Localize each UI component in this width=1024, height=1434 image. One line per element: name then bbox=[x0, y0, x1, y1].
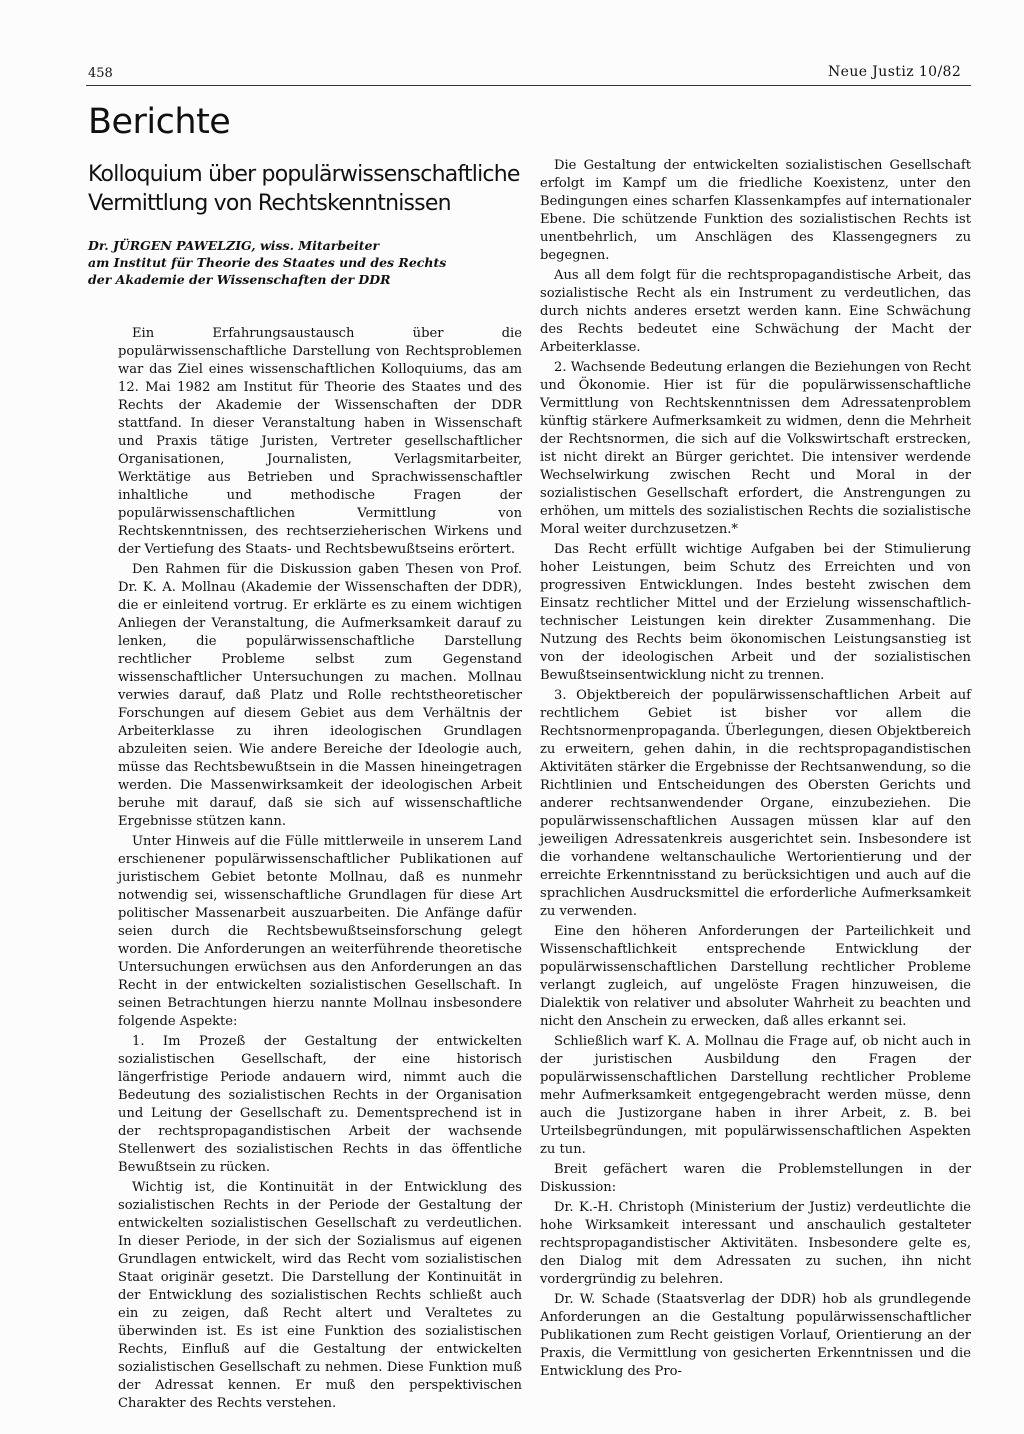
paragraph: Das Recht erfüllt wichtige Aufgaben bei der Stimulierung hoher Leistungen, beim Schutz des Erreichten und von progressiven Entwicklungen. Indes besteht zwischen dem Einsatz rechtlicher Mittel und der Erzielung wissenschaftlich-technischer Leistungen kein direkter Zusammenhang. Die Nutzung des Rechts beim ökonomischen Leistungsanstieg ist von der ideologischen Arbeit und der sozialistischen Bewußtseinsentwicklung nicht zu trennen. bbox=[540, 542, 971, 683]
author-line: der Akademie der Wissenschaften der DDR bbox=[88, 272, 391, 287]
paragraph: Den Rahmen für die Diskussion gaben Thesen von Prof. Dr. K. A. Mollnau (Akademie der Wissenschaften der DDR), die er einleitend vortrug. Er erklärte es zu einem wichtigen Anliegen der Veranstaltung, die Aufmerksamkeit darauf zu lenken, die populärwissenschaftliche Darstellung rechtlicher Probleme selbst zum Gegenstand wissenschaftlicher Untersuchungen zu machen. Mollnau verwies darauf, daß Platz und Rolle rechtstheoretischer Forschungen auf diesem Gebiet aus dem Verhältnis der Arbeiterklasse zu ihren ideologischen Grundlagen abzuleiten seien. Wie andere Bereiche der Ideologie auch, müsse das Rechtsbewußtsein in die Massen hineingetragen werden. Die Massenwirksamkeit der ideologischen Arbeit beruhe mit darauf, daß sie sich auf wissenschaftliche Ergebnisse stützen kann. bbox=[118, 562, 522, 829]
paragraph: Die Gestaltung der entwickelten sozialistischen Gesellschaft erfolgt im Kampf um die friedliche Koexistenz, unter den Bedingungen eines scharfen Klassenkampfes auf internationaler Ebene. Die schützende Funktion des sozialistischen Rechts ist unentbehrlich, um Anschlägen des Klassengegners zu begegnen. bbox=[540, 158, 971, 263]
article-title: Kolloquium über populärwissenschaftliche Vermittlung von Rechtskenntnissen bbox=[88, 162, 520, 216]
paragraph: Eine den höheren Anforderungen der Parteilichkeit und Wissenschaftlichkeit entsprechende Entwicklung der populärwissenschaftlichen Darstellung rechtlicher Probleme verlangt zugleich, auf ungelöste Fragen hinzuweisen, die Dialektik von relativer und absoluter Wahrheit zu beachten und nicht den Anschein zu erwecken, daß alles erkannt sei. bbox=[540, 924, 971, 1029]
paragraph: Dr. K.-H. Christoph (Ministerium der Justiz) verdeutlichte die hohe Wirksamkeit interessant und anschaulich gestalteter rechtspropagandistischer Aktivitäten. Insbesondere gelte es, den Dialog mit dem Adressaten zu suchen, ihn nicht vordergründig zu belehren. bbox=[540, 1200, 971, 1287]
paragraph: Ein Erfahrungsaustausch über die populärwissenschaftliche Darstellung von Rechtsproblemen war das Ziel eines wissenschaftlichen Kolloquiums, das am 12. Mai 1982 am Institut für Theorie des Staates und des Rechts der Akademie der Wissenschaften der DDR stattfand. In dieser Veranstaltung haben in Wissenschaft und Praxis tätige Juristen, Vertreter gesellschaftlicher Organisationen, Journalisten, Verlagsmitarbeiter, Werktätige aus Betrieben und Sprachwissenschaftler inhaltliche und methodische Fragen der populärwissenschaftlichen Vermittlung von Rechtskenntnissen, des rechtserzieherischen Wirkens und der Vertiefung des Staats- und Rechtsbewußtseins erörtert. bbox=[118, 326, 522, 557]
journal-issue: Neue Justiz 10/82 bbox=[828, 64, 962, 80]
page-number: 458 bbox=[88, 66, 113, 81]
left-column bbox=[118, 325, 522, 1415]
author-line: am Institut für Theorie des Staates und des Rechts bbox=[88, 255, 447, 270]
paragraph: 3. Objektbereich der populärwissenschaftlichen Arbeit auf rechtlichem Gebiet ist bisher vor allem die Rechtsnormenpropaganda. Überlegungen, diesen Objektbereich zu erweitern, gehen dahin, in die rechtspropagandistischen Aktivitäten stärker die Ergebnisse der Rechtsanwendung, so die Richtlinien und Entscheidungen des Obersten Gerichts und anderer rechtsanwendender Organe, einzubeziehen. Die populärwissenschaftlichen Aussagen müssen klar auf den jeweiligen Adressatenkreis ausgerichtet sein. Insbesondere ist die vorhandene weltanschauliche Wertorientierung und der erreichte Erkenntnisstand zu berücksichtigen und auch auf die sprachlichen Ausdrucksmittel die erforderliche Aufmerksamkeit zu verwenden. bbox=[540, 688, 971, 919]
section-title: Berichte bbox=[88, 102, 231, 142]
author-line: Dr. JÜRGEN PAWELZIG, wiss. Mitarbeiter bbox=[88, 238, 380, 253]
paragraph: Wichtig ist, die Kontinuität in der Entwicklung des sozialistischen Rechts in der Periode der Gestaltung der entwickelten sozialistischen Gesellschaft zu verdeutlichen. In dieser Periode, in der sich der Sozialismus auf eigenen Grundlagen entwickelt, wird das Recht vom sozialistischen Staat originär gesetzt. Die Darstellung der Kontinuität in der Entwicklung des sozialistischen Rechts schließt auch ein zu zeigen, daß Recht altert und Veraltetes zu überwinden ist. Es ist eine Funktion des sozialistischen Rechts, Einfluß auf die Gestaltung der entwickelten sozialistischen Gesellschaft zu nehmen. Diese Funktion muß der Adressat kennen. Er muß den perspektivischen Charakter des Rechts verstehen. bbox=[118, 1180, 522, 1411]
paragraph: Unter Hinweis auf die Fülle mittlerweile in unserem Land erschienener populärwissenschaftlicher Publikationen auf juristischem Gebiet betonte Mollnau, daß es nunmehr notwendig sei, wissenschaftliche Grundlagen für diese Art politischer Massenarbeit auszuarbeiten. Die Anfänge dafür seien durch die Rechtsbewußtseinsforschung gelegt worden. Die Anforderungen an weiterführende theoretische Untersuchungen erwüchsen aus den Anforderungen an das Recht in der entwickelten sozialistischen Gesellschaft. In seinen Betrachtungen hierzu nannte Mollnau insbesondere folgende Aspekte: bbox=[118, 834, 522, 1029]
paragraph: Dr. W. Schade (Staatsverlag der DDR) hob als grundlegende Anforderungen an die Gestaltung populärwissenschaftlicher Publikationen zum Recht geistigen Vorlauf, Orientierung an der Praxis, die Vermittlung von gesicherten Erkenntnissen und die Entwicklung des Pro- bbox=[540, 1292, 971, 1379]
paragraph: Schließlich warf K. A. Mollnau die Frage auf, ob nicht auch in der juristischen Ausbildung den Fragen der populärwissenschaftlichen Darstellung rechtlicher Probleme mehr Aufmerksamkeit entgegengebracht werden müsse, denn auch die Justizorgane haben in ihrer Arbeit, z. B. bei Urteilsbegründungen, mit populärwissenschaftlichen Aspekten zu tun. bbox=[540, 1034, 971, 1157]
header-rule bbox=[86, 85, 971, 86]
paragraph: Aus all dem folgt für die rechtspropagandistische Arbeit, das sozialistische Recht als ein Instrument zu verdeutlichen, das durch nichts anderes ersetzt werden kann. Eine Schwächung des Rechts bedeutet eine Schwächung der Macht der Arbeiterklasse. bbox=[540, 268, 971, 355]
paragraph: Breit gefächert waren die Problemstellungen in der Diskussion: bbox=[540, 1162, 971, 1195]
author-byline bbox=[88, 237, 528, 288]
right-column bbox=[540, 157, 971, 1381]
paragraph: 2. Wachsende Bedeutung erlangen die Beziehungen von Recht und Ökonomie. Hier ist für die populärwissenschaftliche Vermittlung von Rechtskenntnissen dem Adressatenproblem künftig stärkere Aufmerksamkeit zu widmen, denn die Mehrheit der Rechtsnormen, die sich auf die Volkswirtschaft erstrecken, ist nicht direkt an Bürger gerichtet. Die intensiver werdende Wechselwirkung zwischen Recht und Moral in der sozialistischen Gesellschaft erfordert, die Anstrengungen zu erhöhen, um mittels des sozialistischen Rechts die sozialistische Moral weiter durchzusetzen.* bbox=[540, 360, 971, 537]
paragraph: 1. Im Prozeß der Gestaltung der entwickelten sozialistischen Gesellschaft, der eine historisch längerfristige Periode andauern wird, nimmt auch die Bedeutung des sozialistischen Rechts in der Organisation und Leitung der Gesellschaft zu. Dementsprechend ist in der rechtspropagandistischen Arbeit der wachsende Stellenwert des sozialistischen Rechts in das öffentliche Bewußtsein zu rücken. bbox=[118, 1034, 522, 1175]
